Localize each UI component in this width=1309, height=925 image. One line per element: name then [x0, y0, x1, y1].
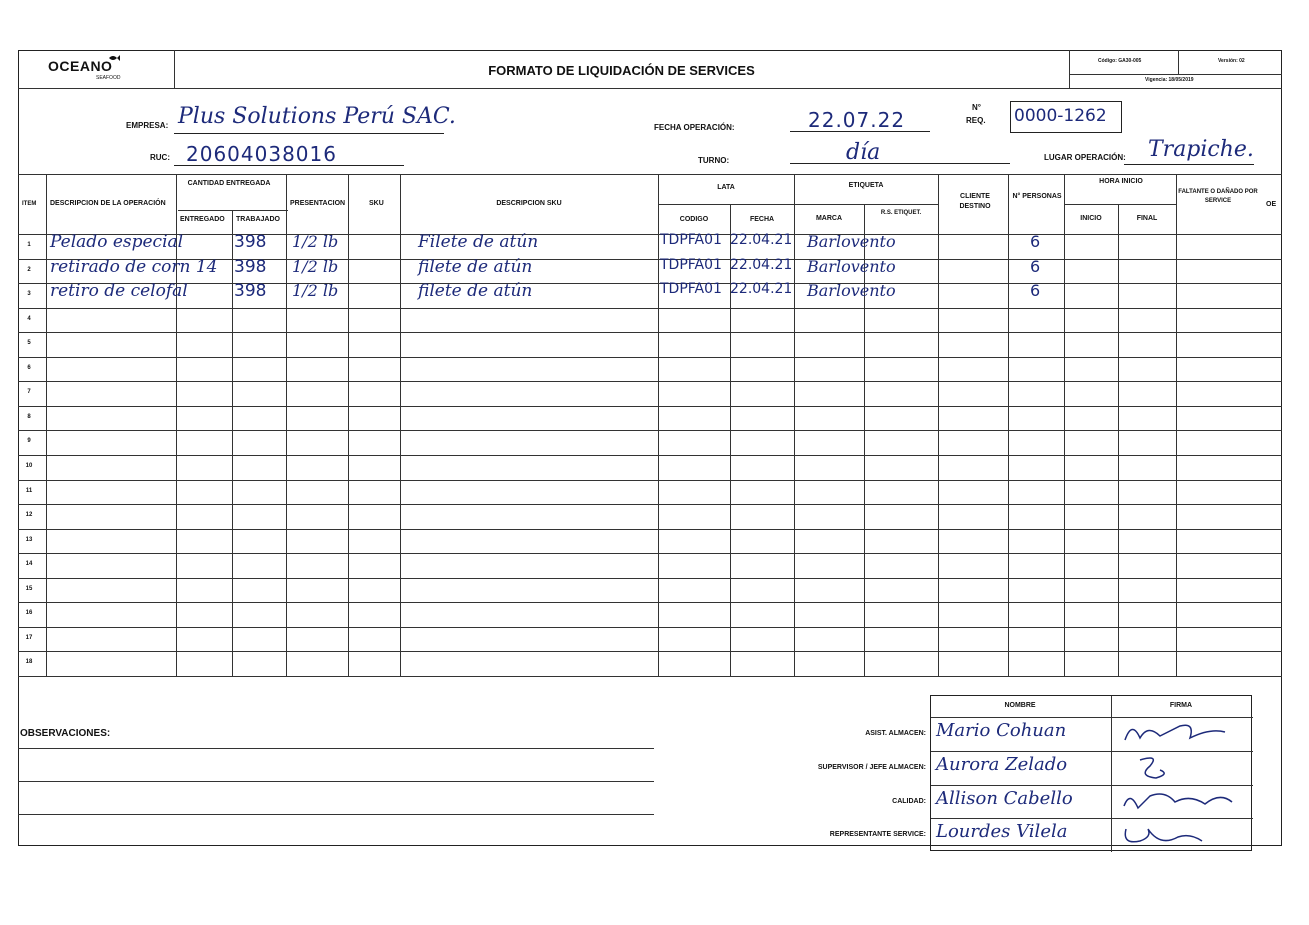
col-final: FINAL: [1136, 215, 1158, 222]
row-item-number: 16: [25, 610, 33, 617]
nreq-label-req: REQ.: [966, 116, 986, 125]
row-item-number: 6: [27, 364, 31, 371]
col-descripcion: DESCRIPCION DE LA OPERACIÓN: [50, 200, 166, 207]
signature-name: Lourdes Vilela: [936, 821, 1068, 842]
signatures-firma-header: FIRMA: [1169, 702, 1193, 709]
row-personas: 6: [1030, 232, 1041, 251]
row-codigo: TDPFA01: [660, 232, 722, 248]
col-cliente-destino: CLIENTE DESTINO: [959, 193, 991, 210]
row-item-number: 17: [25, 634, 33, 641]
row-fecha: 22.04.21: [730, 281, 793, 298]
col-hora-inicio: HORA INICIO: [1099, 178, 1143, 185]
signature-name: Mario Cohuan: [936, 720, 1067, 741]
operations-table: [18, 174, 1282, 676]
logo-text: OCEANO: [48, 58, 113, 74]
row-item-number: 1: [27, 242, 31, 248]
row-codigo: TDPFA01: [660, 256, 722, 273]
row-personas: 6: [1030, 281, 1041, 301]
row-item-number: 13: [25, 536, 33, 543]
fish-icon: [108, 54, 120, 62]
handwritten-signature: [1120, 718, 1240, 748]
row-item-number: 7: [27, 389, 31, 396]
col-descripcion-sku: DESCRIPCION SKU: [496, 200, 562, 207]
col-sku: SKU: [369, 200, 384, 207]
signature-role: ASIST. ALMACEN:: [865, 730, 926, 737]
row-item-number: 11: [25, 487, 33, 494]
row-descripcion: retiro de celofal: [50, 281, 188, 302]
row-presentacion: 1/2 lb: [292, 281, 339, 301]
observaciones-label: OBSERVACIONES:: [20, 728, 111, 739]
form-version: Versión: 02: [1218, 58, 1245, 64]
row-item-number: 9: [27, 438, 31, 445]
logo-sub: SEAFOOD: [96, 75, 121, 81]
handwritten-signature: [1120, 752, 1240, 782]
row-entregado: 398: [234, 281, 267, 302]
signature-role: REPRESENTANTE SERVICE:: [829, 831, 926, 838]
signature-role: CALIDAD:: [892, 798, 926, 805]
col-rs-etiquet: R.S. ETIQUET.: [880, 210, 922, 216]
row-item-number: 10: [25, 462, 33, 469]
row-codigo: TDPFA01: [660, 281, 722, 298]
row-item-number: 4: [27, 315, 31, 322]
col-marca: MARCA: [815, 215, 843, 222]
row-item-number: 12: [25, 512, 33, 519]
row-descripcion-sku: Filete de atún: [418, 232, 539, 252]
handwritten-signature: [1120, 819, 1240, 849]
col-n-personas: N° PERSONAS: [1012, 193, 1062, 200]
handwritten-signature: [1120, 786, 1240, 816]
turno-value: día: [846, 140, 881, 165]
col-lata: LATA: [717, 184, 735, 191]
lugar-operacion-label: LUGAR OPERACIÓN:: [1044, 153, 1126, 162]
col-item: ITEM: [22, 201, 37, 207]
row-item-number: 15: [25, 585, 33, 592]
signature-name: Aurora Zelado: [936, 754, 1068, 775]
col-faltante: FALTANTE O DAÑADO POR SERVICE: [1178, 189, 1258, 204]
turno-label: TURNO:: [698, 156, 730, 165]
empresa-label: EMPRESA:: [126, 121, 169, 130]
row-fecha: 22.04.21: [730, 256, 793, 273]
row-marca: Barlovento: [807, 256, 896, 276]
col-presentacion: PRESENTACION: [290, 200, 346, 207]
fecha-operacion-label: FECHA OPERACIÓN:: [654, 123, 735, 132]
ruc-value: 20604038016: [186, 142, 337, 166]
signature-name: Allison Cabello: [936, 788, 1073, 809]
company-logo: [48, 58, 128, 86]
row-item-number: 8: [27, 413, 31, 420]
col-trabajado: TRABAJADO: [236, 216, 280, 223]
row-item-number: 2: [27, 266, 31, 273]
empresa-value: Plus Solutions Perú SAC.: [178, 104, 456, 129]
nreq-value: 0000-1262: [1014, 106, 1107, 126]
row-personas: 6: [1030, 256, 1041, 276]
col-codigo: CODIGO: [679, 216, 709, 223]
form-vigencia: Vigencia: 18/05/2019: [1145, 77, 1194, 83]
col-entregado: ENTREGADO: [180, 216, 225, 223]
col-inicio: INICIO: [1080, 215, 1102, 222]
col-etiqueta: ETIQUETA: [848, 182, 884, 189]
fecha-operacion-value: 22.07.22: [808, 108, 906, 132]
signature-role: SUPERVISOR / JEFE ALMACEN:: [817, 764, 926, 771]
signatures-nombre-header: NOMBRE: [1004, 702, 1036, 709]
row-item-number: 18: [25, 659, 33, 666]
row-descripcion: Pelado especial: [50, 232, 184, 252]
row-fecha: 22.04.21: [730, 232, 793, 248]
col-fecha: FECHA: [749, 216, 775, 223]
row-presentacion: 1/2 lb: [292, 256, 339, 276]
row-entregado: 398: [234, 256, 267, 277]
form-title: FORMATO DE LIQUIDACIÓN DE SERVICES: [488, 63, 755, 78]
row-presentacion: 1/2 lb: [292, 232, 339, 251]
row-item-number: 3: [27, 291, 31, 298]
row-descripcion: retirado de corn 14: [50, 256, 218, 277]
row-descripcion-sku: filete de atún: [418, 281, 533, 302]
row-marca: Barlovento: [807, 281, 896, 301]
col-cantidad: CANTIDAD ENTREGADA: [187, 180, 271, 187]
row-descripcion-sku: filete de atún: [418, 256, 533, 277]
nreq-label-n: N°: [972, 103, 981, 112]
lugar-operacion-value: Trapiche.: [1148, 137, 1254, 162]
row-item-number: 14: [25, 561, 33, 568]
row-item-number: 5: [27, 340, 31, 347]
col-oe: OE: [1266, 201, 1277, 208]
form-code: Código: GA30-005: [1098, 58, 1142, 64]
ruc-label: RUC:: [150, 153, 170, 162]
row-marca: Barlovento: [807, 232, 896, 251]
row-entregado: 398: [234, 232, 267, 252]
